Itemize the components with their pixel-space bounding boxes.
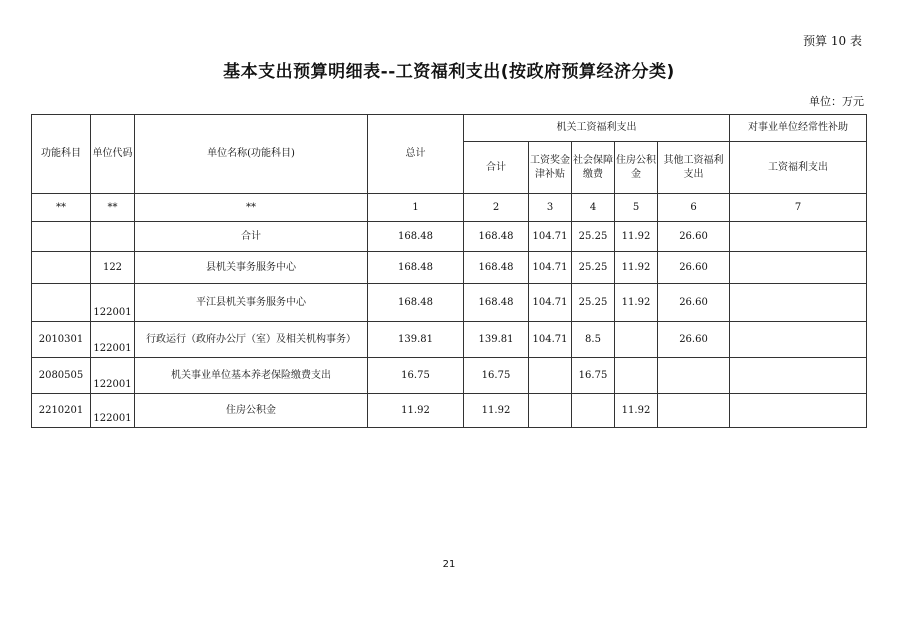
sum-cell: 16.75	[464, 358, 529, 394]
other-cell: 26.60	[658, 322, 730, 358]
header-org-group: 机关工资福利支出	[464, 115, 730, 142]
unit-code-cell: 122001	[91, 358, 135, 394]
social-cell: 8.5	[572, 322, 615, 358]
unit-name-cell: 县机关事务服务中心	[135, 252, 368, 284]
func-code-cell: 2080505	[32, 358, 91, 394]
subsidy-cell	[730, 284, 867, 322]
index-row	[32, 194, 867, 222]
header-subsidy-salary: 工资福利支出	[730, 142, 867, 194]
index-cell: 1	[368, 194, 464, 222]
social-cell	[572, 394, 615, 428]
unit-name-cell: 行政运行（政府办公厅（室）及相关机构事务）	[135, 322, 368, 358]
housing-cell: 11.92	[615, 394, 658, 428]
table-row	[32, 252, 867, 284]
sum-cell: 168.48	[464, 284, 529, 322]
total-cell: 16.75	[368, 358, 464, 394]
other-cell	[658, 358, 730, 394]
unit-name-cell: 平江县机关事务服务中心	[135, 284, 368, 322]
social-cell: 25.25	[572, 252, 615, 284]
salary-cell: 104.71	[529, 222, 572, 252]
table-row	[32, 322, 867, 358]
header-unit-code: 单位代码	[91, 115, 135, 194]
total-cell: 11.92	[368, 394, 464, 428]
housing-cell: 11.92	[615, 252, 658, 284]
func-code-cell: 2010301	[32, 322, 91, 358]
header-func-code: 功能科目	[32, 115, 91, 194]
func-code-cell	[32, 222, 91, 252]
housing-cell	[615, 322, 658, 358]
table-row	[32, 394, 867, 428]
unit-name-cell: 住房公积金	[135, 394, 368, 428]
other-cell: 26.60	[658, 222, 730, 252]
index-cell: 3	[529, 194, 572, 222]
index-cell: 7	[730, 194, 867, 222]
other-cell: 26.60	[658, 252, 730, 284]
housing-cell	[615, 358, 658, 394]
index-cell: **	[32, 194, 91, 222]
total-cell: 168.48	[368, 222, 464, 252]
header-total: 总计	[368, 115, 464, 194]
unit-code-cell: 122001	[91, 284, 135, 322]
header-housing: 住房公积金	[615, 142, 658, 194]
header-org-sum: 合计	[464, 142, 529, 194]
func-code-cell	[32, 252, 91, 284]
sum-cell: 168.48	[464, 252, 529, 284]
subsidy-cell	[730, 222, 867, 252]
social-cell: 25.25	[572, 222, 615, 252]
sum-cell: 139.81	[464, 322, 529, 358]
header-unit-name: 单位名称(功能科目)	[135, 115, 368, 194]
func-code-cell	[32, 284, 91, 322]
social-cell: 25.25	[572, 284, 615, 322]
subsidy-cell	[730, 322, 867, 358]
table-number: 预算 10 表	[803, 34, 862, 48]
page-title: 基本支出预算明细表--工资福利支出(按政府预算经济分类)	[223, 62, 675, 82]
unit-name-cell: 机关事业单位基本养老保险缴费支出	[135, 358, 368, 394]
housing-cell: 11.92	[615, 284, 658, 322]
other-cell	[658, 394, 730, 428]
header-salary: 工资奖金津补贴	[529, 142, 572, 194]
index-cell: 5	[615, 194, 658, 222]
unit-code-cell: 122	[91, 252, 135, 284]
index-cell: 6	[658, 194, 730, 222]
salary-cell: 104.71	[529, 252, 572, 284]
unit-code-cell	[91, 222, 135, 252]
total-cell: 168.48	[368, 284, 464, 322]
budget-table	[31, 114, 867, 428]
func-code-cell: 2210201	[32, 394, 91, 428]
total-cell: 168.48	[368, 252, 464, 284]
index-cell: **	[135, 194, 368, 222]
table-row	[32, 358, 867, 394]
salary-cell	[529, 394, 572, 428]
header-social: 社会保障缴费	[572, 142, 615, 194]
other-cell: 26.60	[658, 284, 730, 322]
salary-cell: 104.71	[529, 322, 572, 358]
unit-code-cell: 122001	[91, 394, 135, 428]
total-cell: 139.81	[368, 322, 464, 358]
index-cell: 4	[572, 194, 615, 222]
sum-cell: 11.92	[464, 394, 529, 428]
subsidy-cell	[730, 252, 867, 284]
header-other: 其他工资福利支出	[658, 142, 730, 194]
header-subsidy-group: 对事业单位经常性补助	[730, 115, 867, 142]
table-row	[32, 284, 867, 322]
unit-label: 单位：万元	[809, 95, 864, 108]
salary-cell: 104.71	[529, 284, 572, 322]
subsidy-cell	[730, 394, 867, 428]
housing-cell: 11.92	[615, 222, 658, 252]
page-number: 21	[442, 559, 456, 570]
index-cell: **	[91, 194, 135, 222]
unit-name-cell: 合计	[135, 222, 368, 252]
table-row	[32, 222, 867, 252]
header-row-1	[32, 115, 867, 142]
unit-code-cell: 122001	[91, 322, 135, 358]
sum-cell: 168.48	[464, 222, 529, 252]
salary-cell	[529, 358, 572, 394]
social-cell: 16.75	[572, 358, 615, 394]
subsidy-cell	[730, 358, 867, 394]
index-cell: 2	[464, 194, 529, 222]
